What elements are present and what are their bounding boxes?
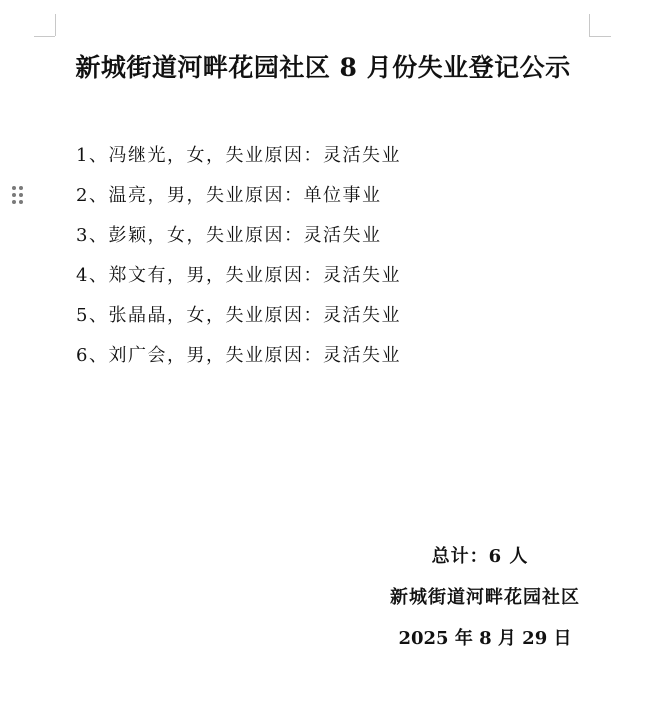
list-item[interactable]: 4、郑文有，男，失业原因：灵活失业 <box>76 265 401 286</box>
list-item[interactable]: 5、张晶晶，女，失业原因：灵活失业 <box>76 305 401 326</box>
document-date[interactable]: 2025 年 8 月 29 日 <box>398 628 572 649</box>
list-item[interactable]: 2、温亮，男，失业原因：单位事业 <box>76 185 382 206</box>
organization-signature[interactable]: 新城街道河畔花园社区 <box>390 587 580 608</box>
crop-mark-top-right <box>589 36 611 37</box>
crop-mark-top-left <box>34 36 55 37</box>
unemployment-list <box>76 142 401 382</box>
list-item[interactable]: 3、彭颖，女，失业原因：灵活失业 <box>76 225 382 246</box>
drag-handle-icon[interactable] <box>12 186 24 206</box>
list-item[interactable]: 1、冯继光，女，失业原因：灵活失业 <box>76 145 401 166</box>
crop-mark-top-right <box>589 14 590 36</box>
total-count[interactable]: 总计：6 人 <box>431 546 529 567</box>
list-item[interactable]: 6、刘广会，男，失业原因：灵活失业 <box>76 345 401 366</box>
document-title[interactable]: 新城街道河畔花园社区 8 月份失业登记公示 <box>75 53 571 82</box>
crop-mark-top-left <box>55 14 56 36</box>
